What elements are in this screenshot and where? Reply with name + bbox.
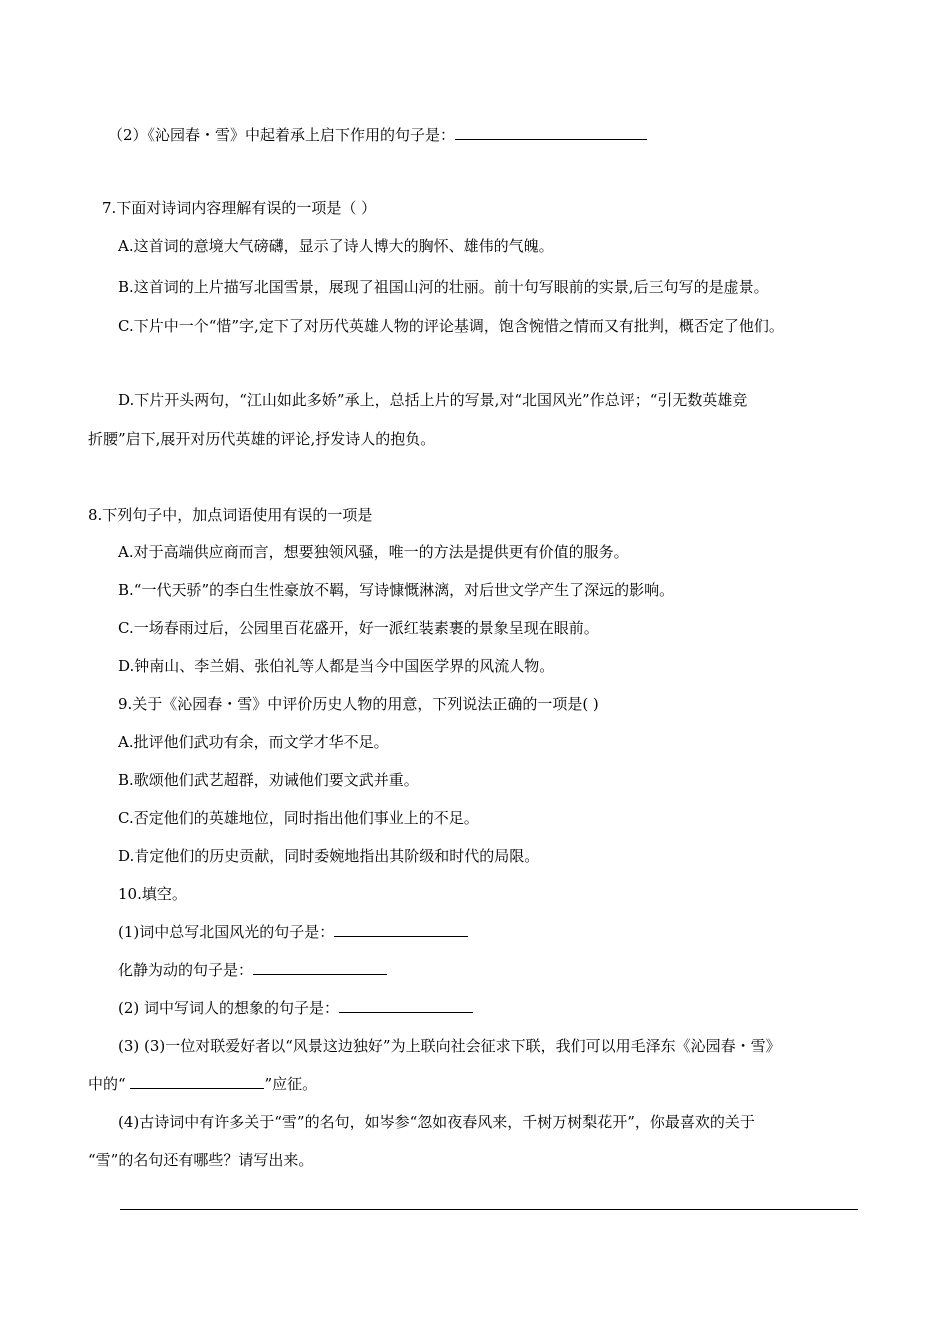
q8-option-a: A.对于高端供应商而言，想要独领风骚，唯一的方法是提供更有价值的服务。 xyxy=(118,543,629,561)
q9-stem: 9.关于《沁园春・雪》中评价历史人物的用意，下列说法正确的一项是( ) xyxy=(118,695,599,713)
q10-part3-line1: (3) (3)一位对联爱好者以“风景这边独好”为上联向社会征求下联，我们可以用毛泽东《沁园春・雪》 xyxy=(118,1037,781,1055)
q8-option-c: C.一场春雨过后，公园里百花盛开，好一派红装素裹的景象呈现在眼前。 xyxy=(118,619,599,637)
q9-option-a: A.批评他们武功有余，而文学才华不足。 xyxy=(118,733,389,751)
q6-part2: （2）《沁园春・雪》中起着承上启下作用的句子是： xyxy=(108,125,647,145)
q10-part3-line2: 中的“ ”应征。 xyxy=(88,1075,318,1093)
q7-option-d-line2: 折腰”启下,展开对历代英雄的评论,抒发诗人的抱负。 xyxy=(88,430,436,448)
q7-stem: 7.下面对诗词内容理解有误的一项是（ ） xyxy=(102,199,377,217)
q7-option-d-line1: D.下片开头两句，“江山如此多娇”承上，总括上片的写景,对“北国风光”作总评；“引无数英雄竞 xyxy=(118,391,748,409)
answer-blank[interactable] xyxy=(130,1074,264,1089)
q9-option-b: B.歌颂他们武艺超群，劝诫他们要文武并重。 xyxy=(118,771,419,789)
q10-part4-line2: “雪”的名句还有哪些？请写出来。 xyxy=(88,1151,314,1169)
q7-option-b: B.这首词的上片描写北国雪景，展现了祖国山河的壮丽。前十句写眼前的实景,后三句写的是虚景。 xyxy=(118,278,769,296)
q9-option-c: C.否定他们的英雄地位，同时指出他们事业上的不足。 xyxy=(118,809,479,827)
q7-option-a: A.这首词的意境大气磅礴，显示了诗人博大的胸怀、雄伟的气魄。 xyxy=(118,237,554,255)
answer-blank[interactable] xyxy=(339,998,473,1013)
q10-stem: 10.填空。 xyxy=(118,885,187,903)
q8-option-d: D.钟南山、李兰娟、张伯礼等人都是当今中国医学界的风流人物。 xyxy=(118,657,555,675)
answer-blank[interactable] xyxy=(253,960,387,975)
q7-option-c: C.下片中一个“惜”字,定下了对历代英雄人物的评论基调，饱含惋惜之情而又有批判，概否定了他们。 xyxy=(118,317,784,335)
answer-blank[interactable] xyxy=(334,922,468,937)
q8-stem: 8.下列句子中，加点词语使用有误的一项是 xyxy=(88,506,373,524)
answer-blank[interactable] xyxy=(455,125,647,140)
q10-part4-line1: (4)古诗词中有许多关于“雪”的名句，如岑参“忽如夜春风来，千树万树梨花开”，你最喜欢的关于 xyxy=(118,1113,755,1131)
answer-line[interactable] xyxy=(120,1209,858,1210)
q10-part1-line2: 化静为动的句子是： xyxy=(118,960,387,980)
q10-part2: (2) 词中写词人的想象的句子是： xyxy=(118,998,473,1018)
q9-option-d: D.肯定他们的历史贡献，同时委婉地指出其阶级和时代的局限。 xyxy=(118,847,540,865)
q8-option-b: B.“一代天骄”的李白生性豪放不羁，写诗慷慨淋漓，对后世文学产生了深远的影响。 xyxy=(118,581,675,599)
q10-part1-line1: (1)词中总写北国风光的句子是： xyxy=(118,922,468,942)
